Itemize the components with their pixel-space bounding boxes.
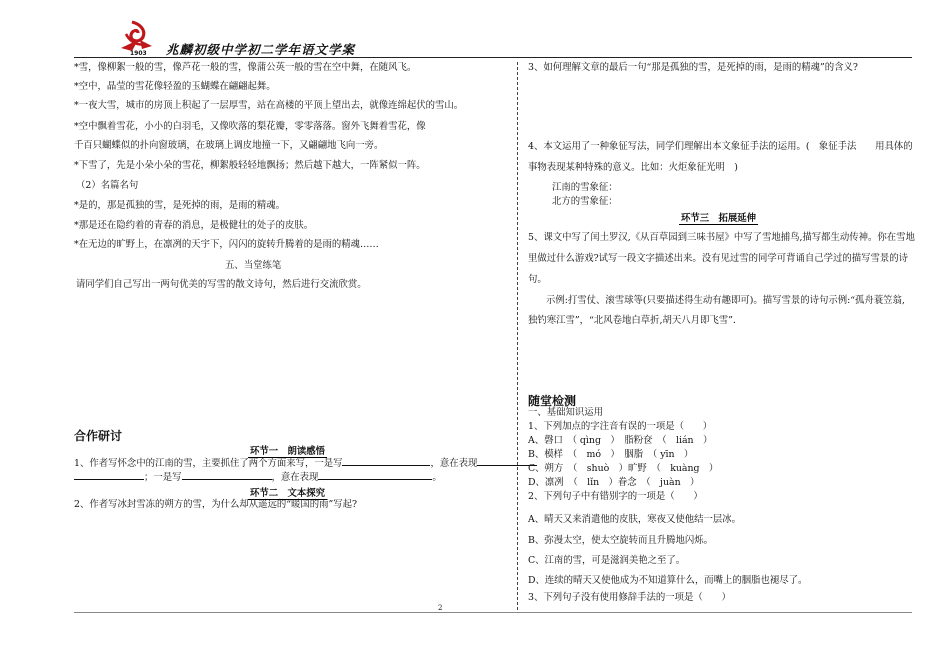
step-three-heading: 环节三 拓展延伸 xyxy=(679,210,758,225)
quiz-option: B、模样 （ mó ） 胭脂 （ yīn ） xyxy=(528,449,694,460)
page-number: 2 xyxy=(438,604,443,612)
quiz-option: D、凛冽 （ lǐn ）眷念 （ juàn ） xyxy=(528,477,700,488)
quiz-question-3: 3、下列句子没有使用修辞手法的一项是（ ） xyxy=(528,592,731,603)
header-rule xyxy=(74,57,912,58)
quiz-option: B、弥漫太空，使太空旋转而且升腾地闪烁。 xyxy=(528,535,714,546)
school-title: 兆麟初级中学初二学年语文学案 xyxy=(166,42,356,57)
step-two-heading: 环节二 文本探究 xyxy=(248,485,327,500)
question-4-line: 事物表现某种特殊的意义。比如：火炬象征光明 ) xyxy=(528,162,738,173)
column-divider xyxy=(517,62,518,610)
section-title: 合作研讨 xyxy=(74,429,123,443)
quiz-question-1: 1、下列加点的字注音有误的一项是（ ） xyxy=(528,421,713,432)
left-line: *在无边的旷野上，在凛冽的天宇下，闪闪的旋转升腾着的是雨的精魂…… xyxy=(74,239,379,250)
quiz-option: A、磬口 （ qìng ） 脂粉奁 （ lián ） xyxy=(528,435,713,446)
quiz-subtitle: 一、基础知识运用 xyxy=(528,407,604,418)
left-line: *雪，像柳絮一般的雪，像芦花一般的雪，像蒲公英一般的雪在空中舞，在随风飞。 xyxy=(74,62,417,73)
left-line: *空中，晶莹的雪花像轻盈的玉蝴蝶在翩翩起舞。 xyxy=(74,81,276,92)
left-line: *一夜大雪，城市的房顶上积起了一层厚雪，站在高楼的平顶上望出去，就像连绵起伏的雪山。 xyxy=(74,100,464,111)
question-2: 2、作者写冰封雪冻的朔方的雪，为什么却从遥远的“暖国的雨”写起? xyxy=(74,499,358,510)
answer-blank[interactable] xyxy=(182,470,272,480)
question-5-line: 5、课文中写了闰土罗汉,《从百草园到三味书屋》中写了雪地捕鸟,描写都生动传神。你在雪地 xyxy=(528,232,915,243)
practice-text: 请同学们自己写出一两句优美的写雪的散文诗句，然后进行交流欣赏。 xyxy=(76,279,367,290)
question-5-example: 独钓寒江雪”，“北风卷地白草折,胡天八月即飞雪”． xyxy=(528,315,743,326)
quiz-option: C、江南的雪，可是滋润美艳之至了。 xyxy=(528,555,686,566)
quiz-question-2: 2、下列句子中有错别字的一项是（ ） xyxy=(528,491,703,502)
q1-text: 。 xyxy=(432,472,442,483)
step-one-heading: 环节一 朗读感悟 xyxy=(248,443,327,458)
question-5-example: 示例:打雪仗、滚雪球等(只要描述得生动有趣即可)。描写雪景的诗句示例:“孤舟蓑笠翁, xyxy=(546,295,905,306)
question-5-line: 句。 xyxy=(528,274,547,285)
quiz-option: A、晴天又来消遣他的皮肤，寒夜又使他结一层冰。 xyxy=(528,514,742,525)
question-4-line: 4、本文运用了一种象征写法，同学们理解出本文象征手法的运用。( 象征手法 用具体的 xyxy=(528,141,913,152)
q1-text: ，意在表现 xyxy=(271,472,319,483)
quiz-option: D、连续的晴天又使他成为不知道算什么，而嘴上的胭脂也褪尽了。 xyxy=(528,575,808,586)
question-1-line-2 xyxy=(74,470,442,484)
left-line: 千百只蝴蝶似的扑向窗玻璃，在玻璃上调皮地撞一下，又翩翩地飞向一旁。 xyxy=(74,140,384,151)
left-line: *那是还在隐约着的青春的消息，是极健壮的处子的皮肤。 xyxy=(74,220,314,231)
left-subheading: （2）名篇名句 xyxy=(76,180,139,191)
symbol-prompt-south: 江南的雪象征： xyxy=(552,182,618,193)
left-line: *是的，那是孤独的雪，是死掉的雨，是雨的精魂。 xyxy=(74,200,285,211)
answer-blank[interactable] xyxy=(318,470,432,480)
left-line: *下雪了，先是小朵小朵的雪花，柳絮般轻轻地飘扬；然后越下越大，一阵紧似一阵。 xyxy=(74,160,426,171)
left-line: *空中飘着雪花，小小的白羽毛，又像吹落的梨花瓣，零零落落。窗外飞舞着雪花，像 xyxy=(74,121,426,132)
question-5-line: 里做过什么游戏?试写一段文字描述出来。没有见过雪的同学可背诵自己学过的描写雪景的诗 xyxy=(528,253,909,264)
question-3: 3、如何理解文章的最后一句“那是孤独的雪，是死掉的雨，是雨的精魂”的含义? xyxy=(528,62,858,73)
answer-blank[interactable] xyxy=(342,456,430,466)
footer-rule xyxy=(74,612,912,613)
logo-year: 1903 xyxy=(130,50,147,57)
symbol-prompt-north: 北方的雪象征： xyxy=(552,196,618,207)
quiz-option: C、朔方 （ shuò ）旷野 （ kuàng ） xyxy=(528,463,719,474)
q1-text: ；一是写 xyxy=(144,472,182,483)
q1-text: 1、作者写怀念中的江南的雪，主要抓住了两个方面来写，一是写 xyxy=(74,458,343,469)
question-1-line-1 xyxy=(74,456,537,470)
q1-text: ，意在表现 xyxy=(430,458,478,469)
quiz-title: 随堂检测 xyxy=(528,394,577,408)
answer-blank[interactable] xyxy=(74,470,144,480)
practice-title: 五、当堂练笔 xyxy=(225,260,282,271)
